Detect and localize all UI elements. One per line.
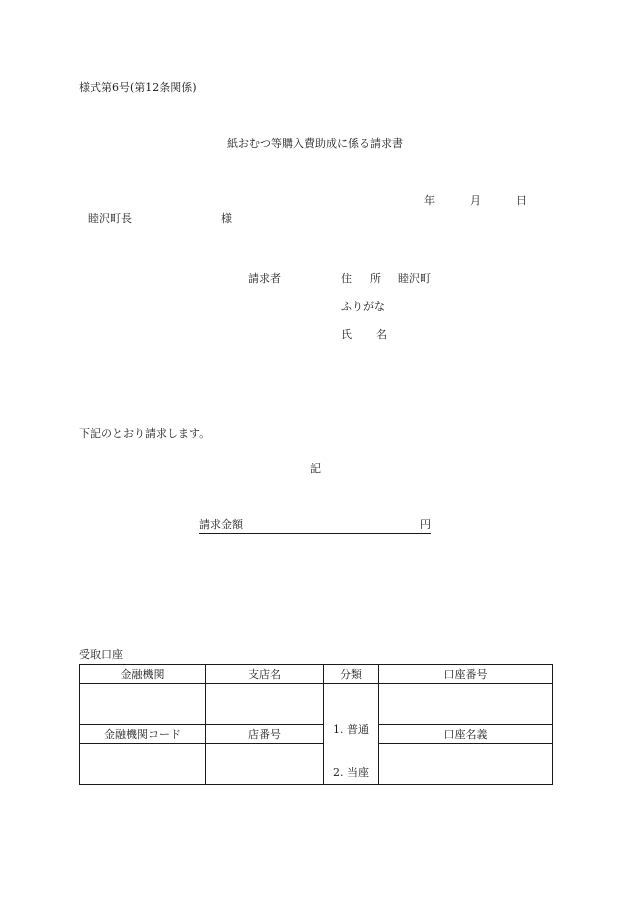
claimant-label: 請求者 <box>248 272 281 285</box>
account-number-cell <box>379 684 553 725</box>
claim-amount-line <box>199 519 431 534</box>
recipient-honorific: 様 <box>221 212 232 225</box>
intro-text: 下記のとおり請求します。 <box>79 427 211 440</box>
claim-amount-unit: 円 <box>420 518 431 531</box>
account-holder-cell <box>379 744 553 785</box>
account-type-cell <box>324 684 379 785</box>
date-day-label: 日 <box>516 194 527 207</box>
name-label: 氏名 <box>341 328 411 341</box>
address-label: 住所 <box>341 272 399 285</box>
recipient-name: 睦沢町長 <box>88 212 132 225</box>
account-heading: 受取口座 <box>79 648 123 661</box>
header-type: 分類 <box>324 665 379 684</box>
header-account-number: 口座番号 <box>379 665 553 684</box>
account-table <box>79 664 553 785</box>
ki-label: 記 <box>310 462 321 475</box>
branch-cell <box>206 684 324 725</box>
document-title: 紙おむつ等購入費助成に係る請求書 <box>227 137 403 150</box>
account-type-option-ordinary: 1. 普通 <box>333 723 369 736</box>
account-type-option-current: 2. 当座 <box>333 766 369 779</box>
date-month-label: 月 <box>470 194 481 207</box>
header-bank: 金融機関 <box>80 665 206 684</box>
bank-cell <box>80 684 206 725</box>
header-bank-code: 金融機関コード <box>80 725 206 744</box>
bank-code-cell <box>80 744 206 785</box>
header-branch-number: 店番号 <box>206 725 324 744</box>
branch-number-cell <box>206 744 324 785</box>
address-value: 睦沢町 <box>398 272 431 285</box>
claim-amount-label: 請求金額 <box>199 518 243 531</box>
furigana-label: ふりがな <box>341 300 385 313</box>
header-account-holder: 口座名義 <box>379 725 553 744</box>
date-year-label: 年 <box>424 194 435 207</box>
form-number: 様式第6号(第12条関係) <box>79 81 197 94</box>
header-branch: 支店名 <box>206 665 324 684</box>
